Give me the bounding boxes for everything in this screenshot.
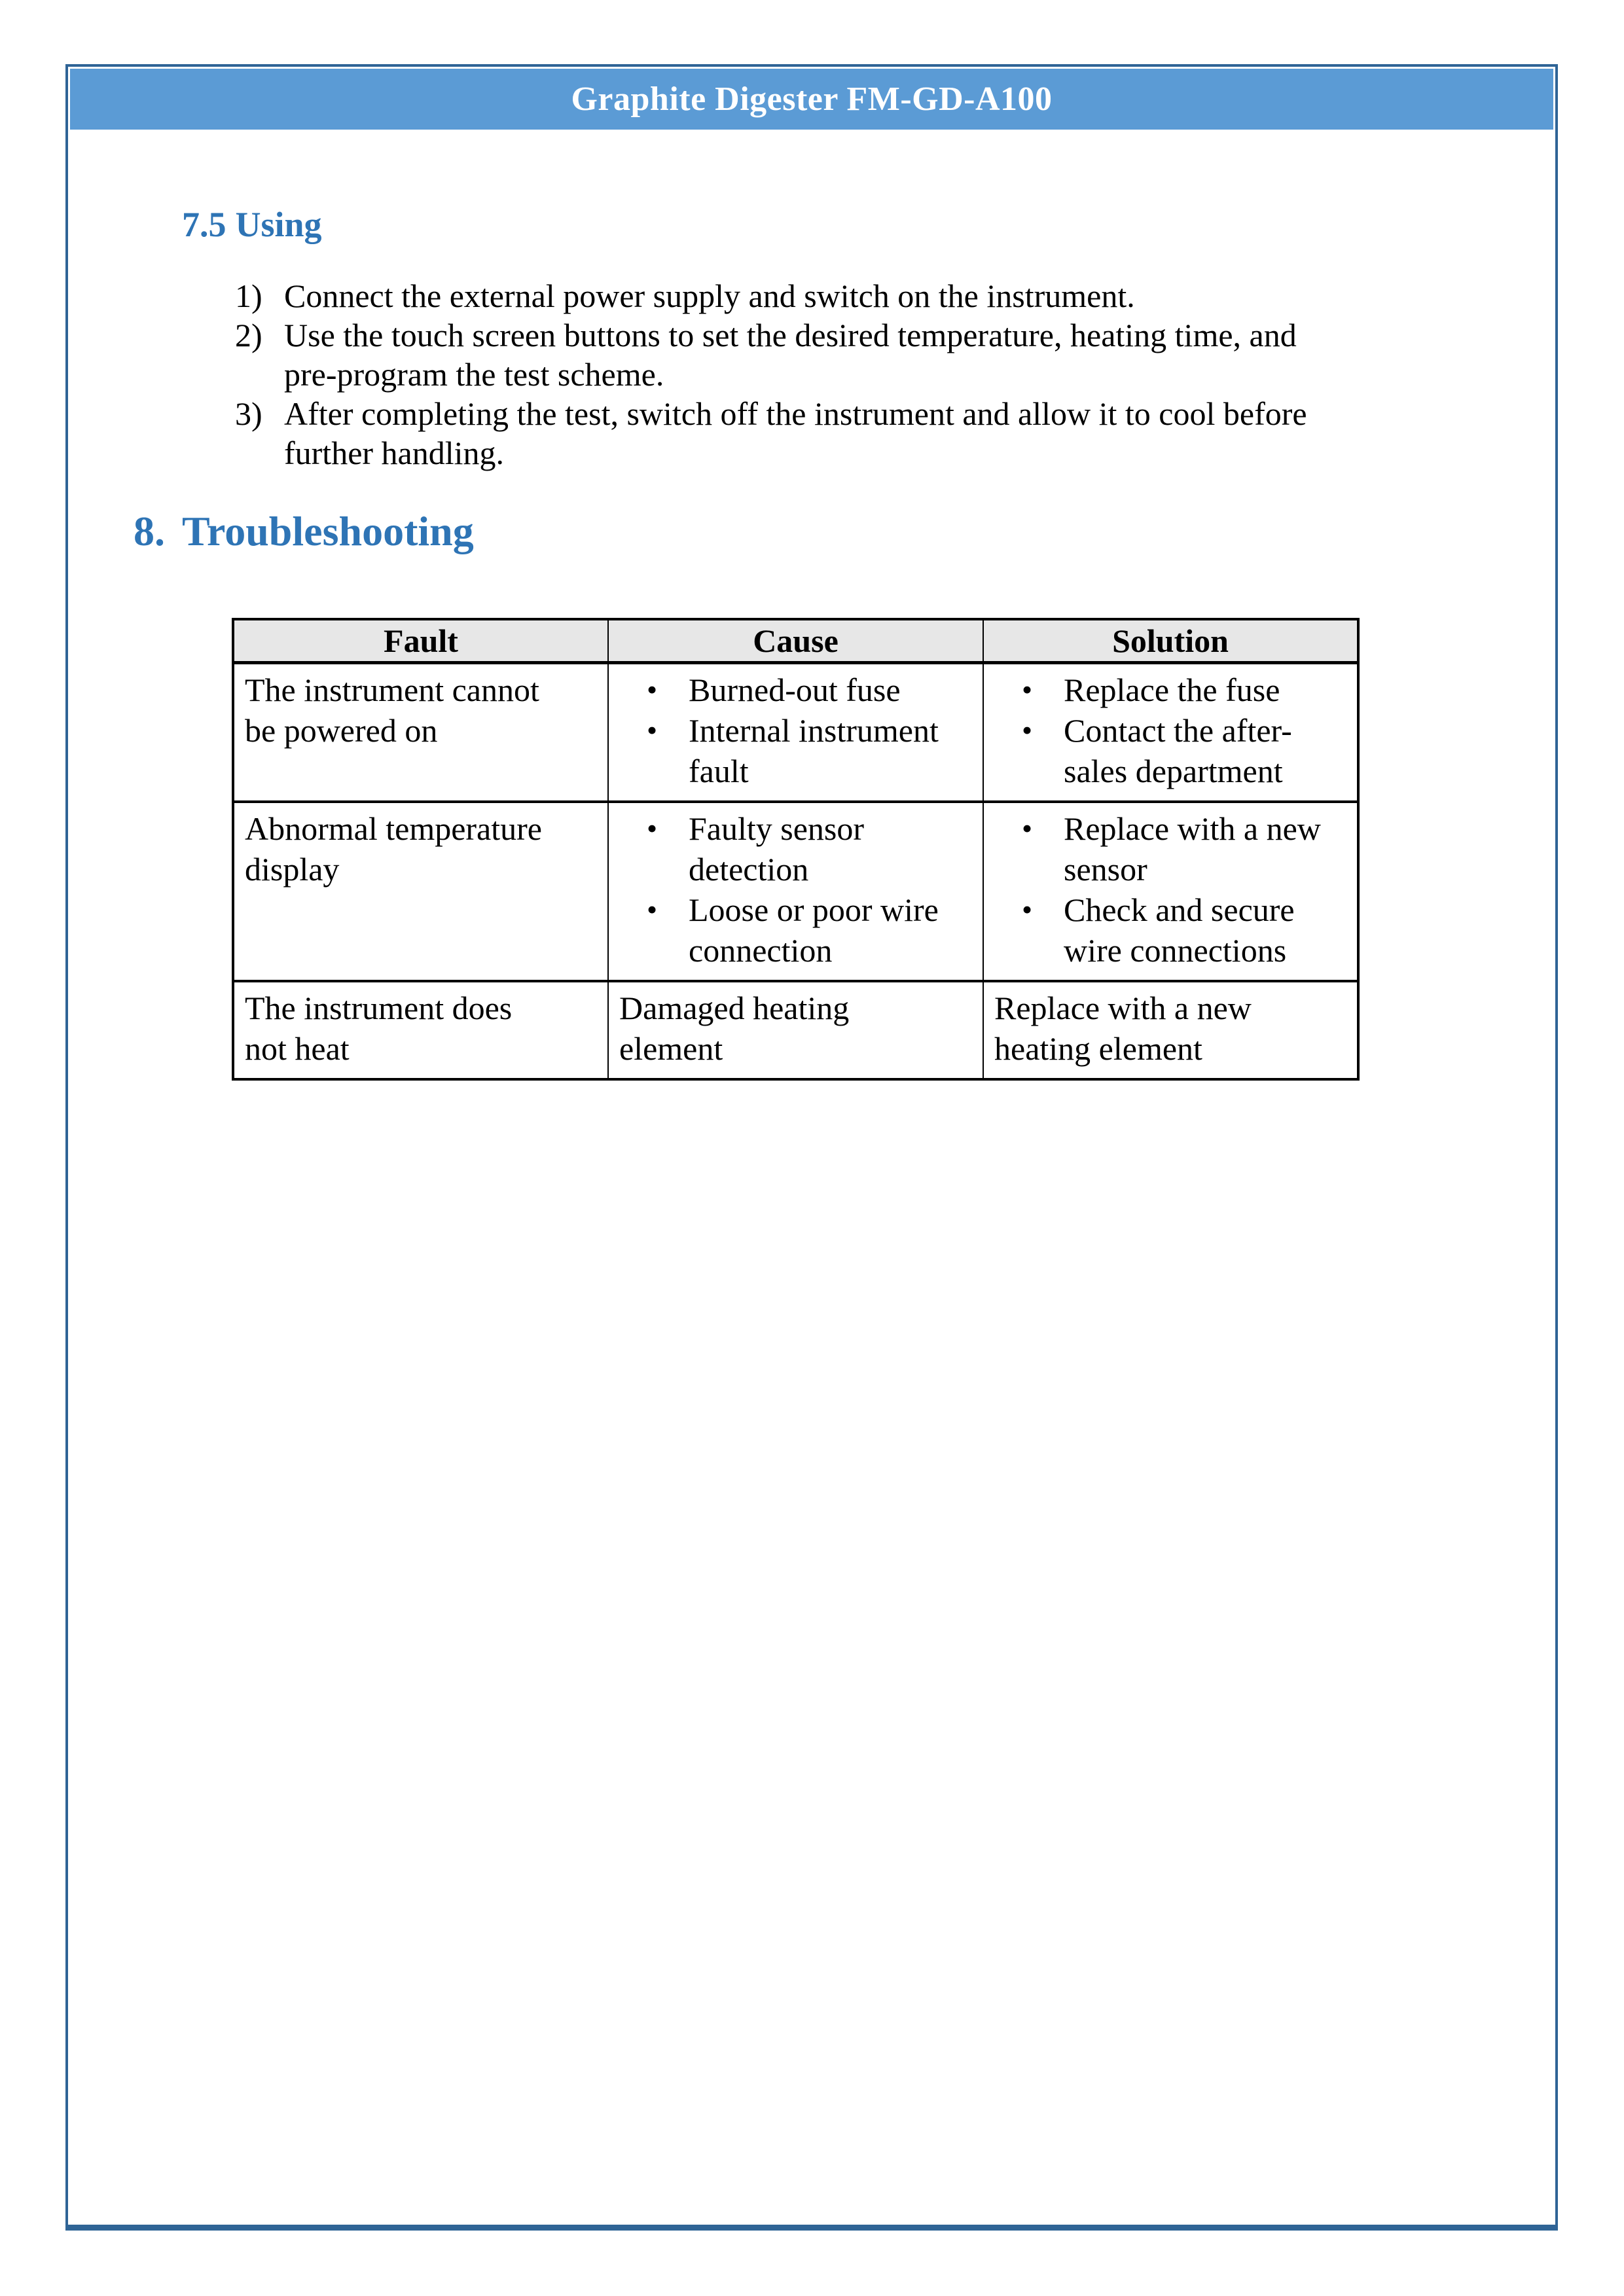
page-border-box [65, 64, 1558, 2231]
header-banner [70, 69, 1553, 130]
list-item-text: After completing the test, switch off the instrument and allow it to cool before further handling. [284, 395, 1307, 471]
list-item-text: Connect the external power supply and switch on the instrument. [284, 278, 1135, 314]
bullet-text: Loose or poor wire connection [689, 891, 939, 969]
bullet-icon: • [1022, 713, 1033, 747]
cause-cell [608, 981, 983, 1079]
section-heading-troubleshooting [134, 504, 1555, 559]
bullet-text: Internal instrument fault [689, 712, 939, 789]
bullet-icon: • [647, 673, 658, 706]
list-item-text: Use the touch screen buttons to set the desired temperature, heating time, and pre-program the test scheme. [284, 317, 1297, 393]
fault-cell [233, 802, 608, 981]
bullet-icon: • [647, 812, 658, 845]
solution-text: Replace with a new heating element [994, 990, 1252, 1067]
solution-cell [983, 802, 1358, 981]
table-row [233, 663, 1358, 802]
solution-cell [983, 663, 1358, 802]
list-item [235, 315, 1555, 394]
fault-text: The instrument cannot be powered on [245, 672, 539, 749]
fault-cell [233, 981, 608, 1079]
solution-cell [983, 981, 1358, 1079]
bullet-icon: • [1022, 893, 1033, 926]
list-item-number: 1) [235, 278, 262, 314]
bullet-text: Replace with a new sensor [1064, 810, 1321, 888]
using-steps-list [235, 276, 1555, 473]
bullet-list-item [994, 808, 1350, 889]
bullet-text: Burned-out fuse [689, 672, 901, 708]
bullet-list-item [994, 670, 1350, 710]
bullet-list-item [619, 670, 976, 710]
section-title: Troubleshooting [182, 508, 474, 554]
section-title: Using [235, 205, 322, 244]
bullet-icon: • [1022, 673, 1033, 706]
table-row [233, 802, 1358, 981]
document-title: Graphite Digester FM-GD-A100 [571, 81, 1053, 118]
table-header-row [233, 619, 1358, 663]
bullet-icon: • [647, 893, 658, 926]
fault-text: The instrument does not heat [245, 990, 513, 1067]
fault-text: Abnormal temperature display [245, 810, 542, 888]
bullet-list-item [994, 889, 1350, 971]
bullet-text: Faulty sensor detection [689, 810, 865, 888]
section-number: 8. [134, 508, 165, 554]
list-item-number: 2) [235, 317, 262, 353]
troubleshooting-table [232, 618, 1360, 1081]
list-item [235, 276, 1555, 315]
list-item [235, 394, 1555, 473]
bullet-list-item [994, 710, 1350, 791]
table-row [233, 981, 1358, 1079]
bullet-list-item [619, 808, 976, 889]
cause-cell [608, 802, 983, 981]
list-item-number: 3) [235, 395, 262, 432]
bullet-text: Check and secure wire connections [1064, 891, 1295, 969]
cause-cell [608, 663, 983, 802]
table-header-fault: Fault [233, 619, 608, 663]
table-header-solution: Solution [983, 619, 1358, 663]
fault-cell [233, 663, 608, 802]
bullet-list-item [619, 710, 976, 791]
section-number: 7.5 [182, 205, 226, 244]
bullet-icon: • [647, 713, 658, 747]
bullet-text: Contact the after-sales department [1064, 712, 1292, 789]
bullet-icon: • [1022, 812, 1033, 845]
bullet-list-item [619, 889, 976, 971]
cause-text: Damaged heating element [619, 990, 850, 1067]
table-header-cause: Cause [608, 619, 983, 663]
section-heading-using [182, 203, 1555, 246]
bullet-text: Replace the fuse [1064, 672, 1280, 708]
